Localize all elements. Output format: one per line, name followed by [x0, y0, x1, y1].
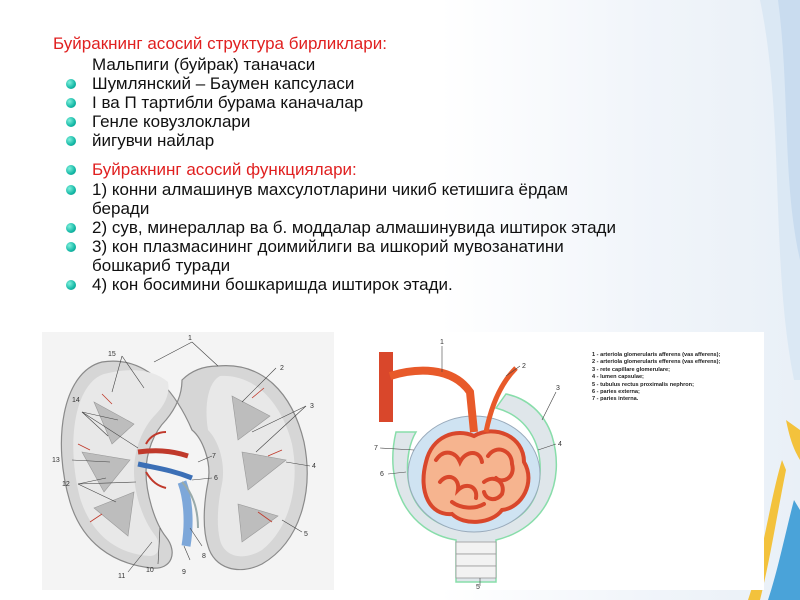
svg-text:8: 8 [202, 553, 206, 560]
svg-text:15: 15 [108, 351, 116, 358]
glomerulus-illustration [356, 332, 586, 590]
bullet-icon [66, 117, 76, 127]
svg-text:5: 5 [304, 531, 308, 538]
svg-text:4: 4 [312, 463, 316, 470]
glomerulus-legend [592, 352, 720, 404]
svg-text:3: 3 [556, 385, 560, 392]
legend-item: 2 - arteriola glomerularis efferens (vas efferens); [592, 359, 721, 366]
svg-text:2: 2 [280, 365, 284, 372]
svg-text:12: 12 [62, 481, 70, 488]
svg-text:6: 6 [214, 475, 218, 482]
svg-text:14: 14 [72, 397, 80, 404]
legend-item: 4 - lumen capsulae; [592, 374, 644, 381]
svg-text:5: 5 [476, 584, 480, 590]
svg-text:7: 7 [212, 453, 216, 460]
svg-text:11: 11 [118, 573, 126, 580]
kidney-section-image [42, 332, 334, 590]
bullet-icon [66, 79, 76, 89]
legend-item: 1 - arteriola glomerularis afferens (vas afferens); [592, 352, 721, 358]
svg-text:4: 4 [558, 441, 562, 448]
bullet-icon [66, 223, 76, 233]
bullet-icon [66, 98, 76, 108]
legend-item: 3 - rete capillare glomerulare; [592, 366, 671, 373]
legend-item: 7 - paries interna. [592, 396, 639, 403]
svg-text:6: 6 [380, 471, 384, 478]
bullet-icon [66, 165, 76, 175]
svg-text:3: 3 [310, 403, 314, 410]
svg-text:13: 13 [52, 457, 60, 464]
legend-item: 5 - tubulus rectus proximalis nephron; [592, 381, 694, 388]
svg-text:10: 10 [146, 567, 154, 574]
slide-title: Буйракнинг асосий структура бирликлари: [53, 34, 387, 53]
legend-item: 6 - paries externa; [592, 389, 640, 396]
svg-text:7: 7 [374, 445, 378, 452]
svg-text:1: 1 [440, 339, 444, 346]
bullet-icon [66, 242, 76, 252]
kidney-illustration [42, 332, 334, 590]
svg-text:1: 1 [188, 335, 192, 342]
svg-text:9: 9 [182, 569, 186, 576]
bullet-icon [66, 185, 76, 195]
svg-text:2: 2 [522, 363, 526, 370]
bullet-icon [66, 280, 76, 290]
bullet-icon [66, 136, 76, 146]
